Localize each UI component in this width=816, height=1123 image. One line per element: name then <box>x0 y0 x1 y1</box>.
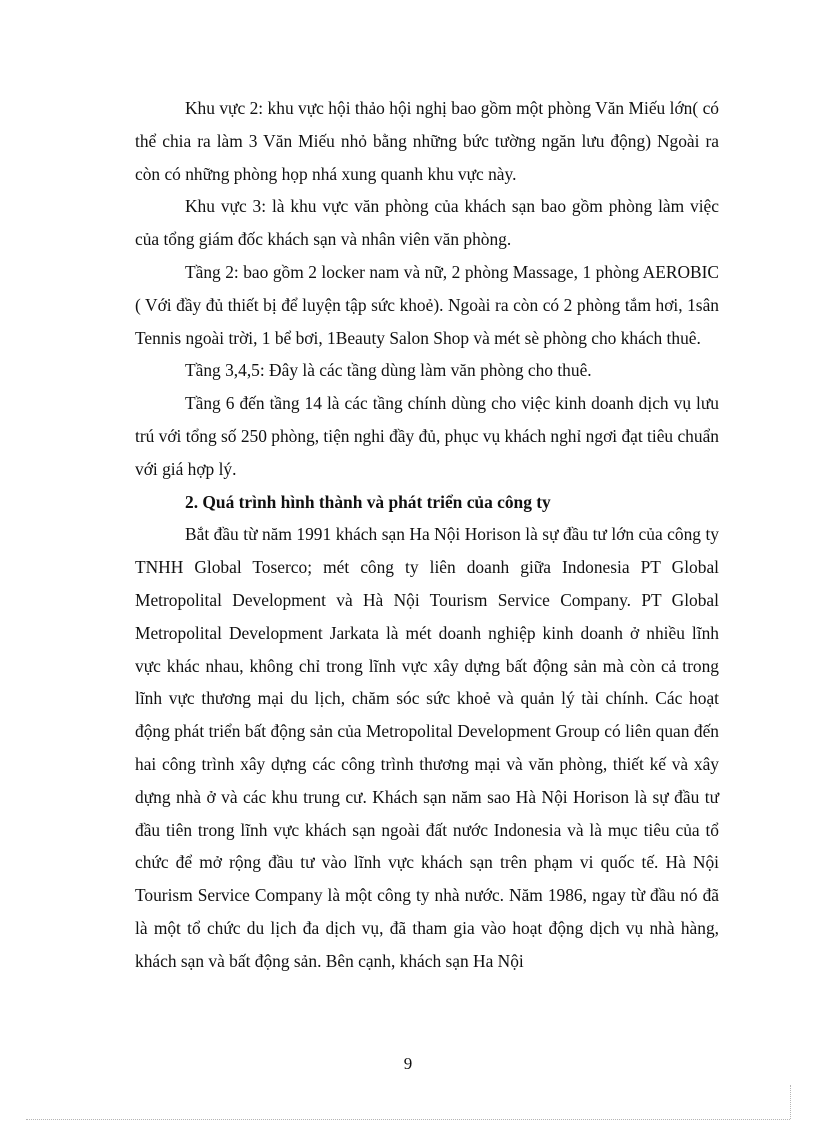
paragraph-tang-345: Tầng 3,4,5: Đây là các tầng dùng làm văn phòng cho thuê. <box>185 360 592 381</box>
paragraph-tang-6-14: Tầng 6 đến tầng 14 là các tầng chính dùng cho việc kinh doanh dịch vụ lưu trú với tổng số 250 phòng, tiện nghi đầy đủ, phục vụ khách nghỉ ngơi đạt tiêu chuẩn với giá hợp lý. <box>135 393 719 479</box>
paragraph-history: Bắt đầu từ năm 1991 khách sạn Ha Nội Horison là sự đầu tư lớn của công ty TNHH Global Toserco; mét công ty liên doanh giữa Indonesia PT Global Metropolital Development và Hà Nội Tourism Service Company. PT Global Metropolital Development Jarkata là mét doanh nghiệp kinh doanh ở nhiều lĩnh vực khác nhau, không chỉ trong lĩnh vực xây dựng bất động sản mà còn cả trong lĩnh vực thương mại du lịch, chăm sóc sức khoẻ và quản lý tài chính. Các hoạt động phát triển bất động sản của Metropolital Development Group có liên quan đến hai công trình xây dựng các công trình thương mại và văn phòng, thiết kế và xây dựng nhà ở và các khu trung cư. Khách sạn năm sao Hà Nội Horison là sự đầu tư đầu tiên trong lĩnh vực khách sạn ngoài đất nước Indonesia và là mục tiêu của tổ chức để mở rộng đầu tư vào lĩnh vực khách sạn trên phạm vi quốc tế. Hà Nội Tourism Service Company là một công ty nhà nước. Năm 1986, ngay từ đầu nó đã là một tổ chức du lịch đa dịch vụ, đã tham gia vào hoạt động dịch vụ nhà hàng, khách sạn và bất động sản. Bên cạnh, khách sạn Ha Nội <box>135 524 719 971</box>
paragraph-khu-vuc-2: Khu vực 2: khu vực hội thảo hội nghị bao gồm một phòng Văn Miếu lớn( có thể chia ra làm 3 Văn Miếu nhỏ bằng những bức tường ngăn lưu động) Ngoài ra còn có những phòng họp nhá xung quanh khu vực này. <box>135 98 719 184</box>
page-right-border <box>790 1085 791 1119</box>
paragraph-khu-vuc-3: Khu vực 3: là khu vực văn phòng của khách sạn bao gồm phòng làm việc của tổng giám đốc khách sạn và nhân viên văn phòng. <box>135 196 719 250</box>
page-bottom-border <box>26 1119 790 1120</box>
page-number: 9 <box>403 1054 413 1073</box>
paragraph-tang-2: Tầng 2: bao gồm 2 locker nam và nữ, 2 phòng Massage, 1 phòng AEROBIC ( Với đầy đủ thiết bị để luyện tập sức khoẻ). Ngoài ra còn có 2 phòng tắm hơi, 1sân Tennis ngoài trời, 1 bể bơi, 1Beauty Salon Shop và mét sè phòng cho khách thuê. <box>135 261 719 348</box>
page-content <box>135 92 719 978</box>
section-heading: 2. Quá trình hình thành và phát triển của công ty <box>185 491 551 512</box>
